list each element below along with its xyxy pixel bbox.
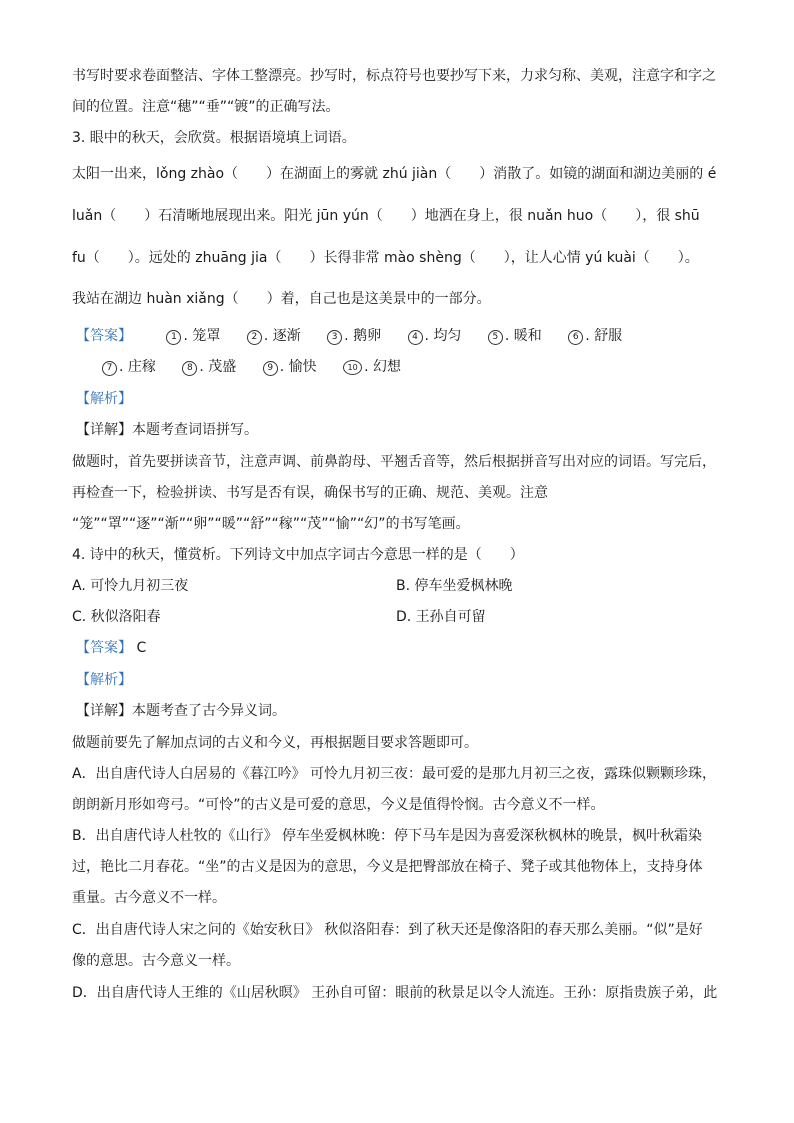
answer-item: 7 . 庄稼	[102, 359, 156, 375]
answer-item: 9 . 愉快	[263, 359, 317, 375]
answer-item: 4 . 均匀	[408, 328, 462, 344]
answer-item: 3 . 鹅卵	[327, 328, 381, 344]
answer-tag: 【答案】	[76, 328, 132, 344]
detail-tag: 【详解】	[76, 703, 132, 719]
answer-item: 10 . 幻想	[343, 359, 401, 375]
explanation-line: 再检查一下，检验拼读、书写是否有误，确保书写的正确、规范、美观。注意	[72, 485, 548, 501]
detail-line: 【详解】本题考查词语拼写。	[76, 422, 258, 438]
answer-tag: 【答案】	[76, 640, 132, 656]
answer-item: 6 . 舒服	[568, 328, 622, 344]
explanation-line: 做题时，首先要拼读音节，注意声调、前鼻韵母、平翘舌音等，然后根据拼音写出对应的词语。写完后，	[72, 454, 716, 470]
explanation-line: “笼”“罩”“逐”“渐”“卵”“暖”“舒”“稼”“茂”“愉”“幻”的书写笔画。	[72, 516, 470, 532]
detail-tag: 【详解】	[76, 422, 132, 438]
explanation-line: 朗朗新月形如弯弓。“可怜”的古义是可爱的意思，今义是值得怜悯。古今意义不一样。	[72, 797, 605, 813]
explanation-line: 过，艳比二月春花。“坐”的古义是因为的意思，今义是把臀部放在椅子、凳子或其他物体上，支持身体	[72, 859, 703, 875]
fill-blank-line: fu（ ）。远处的 zhuāng jia（ ）长得非常 mào shèng（ ），让人心情 yú kuài（ ）。	[72, 250, 699, 266]
paragraph-line: 间的位置。注意“穗”“垂”“镀”的正确写法。	[72, 99, 340, 115]
answer-item: 1 . 笼罩	[166, 328, 220, 344]
explanation-line: B．出自唐代诗人杜牧的《山行》 停车坐爱枫林晚：停下马车是因为喜爱深秋枫林的晚景，枫叶秋霜染	[72, 828, 703, 844]
explanation-line: 做题前要先了解加点词的古义和今义，再根据题目要求答题即可。	[72, 735, 478, 751]
fill-blank-line: 我站在湖边 huàn xiǎng（ ）着，自己也是这美景中的一部分。	[72, 291, 491, 307]
explanation-line: 重量。古今意义不一样。	[72, 890, 226, 906]
analysis-tag: 【解析】	[76, 391, 132, 407]
paragraph-line: 书写时要求卷面整洁、字体工整漂亮。抄写时，标点符号也要抄写下来，力求匀称、美观，注意字和字之	[72, 68, 716, 84]
option-b: B. 停车坐爱枫林晚	[396, 578, 513, 594]
answer-item: 2 . 逐渐	[247, 328, 301, 344]
explanation-line: 像的意思。古今意义一样。	[72, 953, 240, 969]
option-a: A. 可怜九月初三夜	[72, 578, 189, 594]
answer-item: 8 . 茂盛	[182, 359, 236, 375]
option-d: D. 王孙自可留	[396, 609, 486, 625]
answer-row-2	[102, 357, 401, 377]
answer-line-4	[76, 638, 146, 658]
fill-blank-line: 太阳一出来，lǒng zhào（ ）在湖面上的雾就 zhú jiàn（ ）消散了。如镜的湖面和湖边美丽的 é	[72, 166, 717, 182]
explanation-line: D．出自唐代诗人王维的《山居秋暝》 王孙自可留：眼前的秋景足以令人流连。王孙：原指贵族子弟，此	[72, 985, 718, 1001]
explanation-line: C．出自唐代诗人宋之问的《始安秋日》 秋似洛阳春：到了秋天还是像洛阳的春天那么美丽。“似”是好	[72, 922, 703, 938]
fill-blank-line: luǎn（ ）石清晰地展现出来。阳光 jūn yún（ ）地洒在身上，很 nuǎn huo（ ），很 shū	[72, 208, 700, 224]
explanation-line: A．出自唐代诗人白居易的《暮江吟》 可怜九月初三夜：最可爱的是那九月初三之夜，露珠似颗颗珍珠，	[72, 766, 717, 782]
answer-value: C	[136, 640, 147, 656]
question-3-title: 3. 眼中的秋天，会欣赏。根据语境填上词语。	[72, 130, 356, 146]
analysis-tag: 【解析】	[76, 672, 132, 688]
detail-line: 【详解】本题考查了古今异义词。	[76, 703, 286, 719]
option-c: C. 秋似洛阳春	[72, 609, 161, 625]
answer-item: 5 . 暖和	[488, 328, 542, 344]
question-4-title: 4. 诗中的秋天，懂赏析。下列诗文中加点字词古今意思一样的是（ ）	[72, 547, 524, 563]
answer-row-1	[76, 326, 622, 346]
